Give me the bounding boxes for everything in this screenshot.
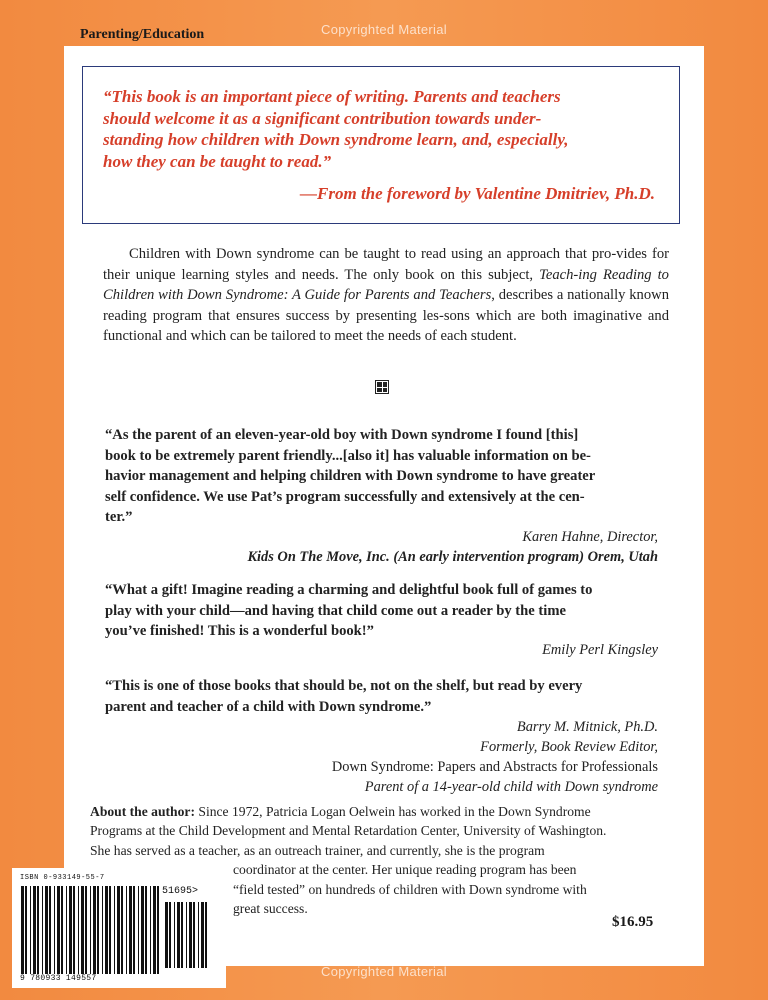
- attribution-line: Down Syndrome: Papers and Abstracts for Professionals: [331, 759, 658, 775]
- foreword-quote: [103, 86, 663, 172]
- about-line: coordinator at the center. Her unique reading program has been: [233, 862, 577, 878]
- testimonial-quote: [105, 425, 669, 528]
- book-description: [103, 244, 669, 347]
- foreword-line: “This book is an important piece of writing. Parents and teachers: [103, 87, 561, 106]
- testimonial-attribution: [542, 640, 658, 660]
- price-label: $16.95: [612, 914, 654, 930]
- isbn-label: ISBN 0-933149-55-7: [20, 874, 105, 882]
- quote-line: self confidence. We use Pat’s program successfully and extensively at the cen-: [105, 488, 585, 505]
- quote-line: parent and teacher of a child with Down syndrome.”: [105, 698, 432, 715]
- foreword-line: should welcome it as a significant contribution towards under-: [103, 108, 542, 128]
- quote-line: “This is one of those books that should be, not on the shelf, but read by every: [105, 678, 583, 694]
- attribution-line: Kids On The Move, Inc. (An early intervention program) Orem, Utah: [247, 549, 658, 565]
- attribution-line: Karen Hahne, Director,: [522, 529, 658, 545]
- about-label: About the author:: [90, 804, 195, 819]
- category-label: Parenting/Education: [80, 27, 205, 42]
- quote-line: you’ve finished! This is a wonderful book!”: [105, 623, 374, 639]
- ornament-icon: [375, 380, 389, 394]
- quote-line: havior management and helping children with Down syndrome to have greater: [105, 468, 596, 484]
- testimonial-quote: [105, 676, 669, 717]
- description-rest: , describes a nationally known reading program that ensures success by presenting les-sons which are both imaginative and functional and which can be tailored to meet the needs of each student.: [103, 287, 669, 344]
- about-line: Programs at the Child Development and Mental Retardation Center, University of Washington.: [90, 823, 607, 839]
- testimonial-quote: [105, 580, 669, 642]
- book-title: Teach-ing Reading to Children with Down Syndrome: A Guide for Parents and Teachers: [103, 266, 669, 303]
- watermark-bottom: Copyrighted Material: [321, 964, 447, 979]
- about-line: Since 1972, Patricia Logan Oelwein has worked in the Down Syndrome: [194, 804, 591, 819]
- about-line: She has served as a teacher, as an outreach trainer, and currently, she is the program: [90, 842, 545, 858]
- foreword-line: how they can be taught to read.”: [103, 151, 332, 171]
- testimonial-attribution: [332, 717, 658, 797]
- attribution-line: Parent of a 14-year-old child with Down syndrome: [364, 779, 658, 795]
- quote-line: play with your child—and having that child come out a reader by the time: [105, 602, 566, 619]
- description-intro: Children with Down syndrome can be taught to read using an approach that pro-vides for their unique learning styles and needs. The only book on this subject,: [103, 246, 669, 283]
- foreword-attribution: —From the foreword by Valentine Dmitriev, Ph.D.: [300, 184, 655, 203]
- watermark-top: Copyrighted Material: [321, 22, 447, 37]
- attribution-line: Formerly, Book Review Editor,: [480, 739, 658, 755]
- quote-line: “As the parent of an eleven-year-old boy with Down syndrome I found [this]: [105, 427, 579, 443]
- quote-line: ter.”: [105, 509, 133, 525]
- barcode-addon-bars-icon: [164, 902, 212, 968]
- barcode-bars-icon: [20, 886, 160, 974]
- quote-line: book to be extremely parent friendly...[also it] has valuable information on be-: [105, 447, 591, 464]
- attribution-line: Barry M. Mitnick, Ph.D.: [516, 719, 658, 735]
- barcode-addon-digits: 51695>: [162, 886, 199, 897]
- about-line: great success.: [233, 901, 308, 917]
- testimonial-attribution: [247, 527, 658, 567]
- quote-line: “What a gift! Imagine reading a charming and delightful book full of games to: [105, 582, 593, 598]
- attribution-line: Emily Perl Kingsley: [542, 642, 658, 658]
- foreword-line: standing how children with Down syndrome learn, and, especially,: [103, 130, 569, 149]
- barcode-digits: 9 780933 149557: [20, 974, 97, 983]
- about-line: “field tested” on hundreds of children with Down syndrome with: [233, 881, 587, 897]
